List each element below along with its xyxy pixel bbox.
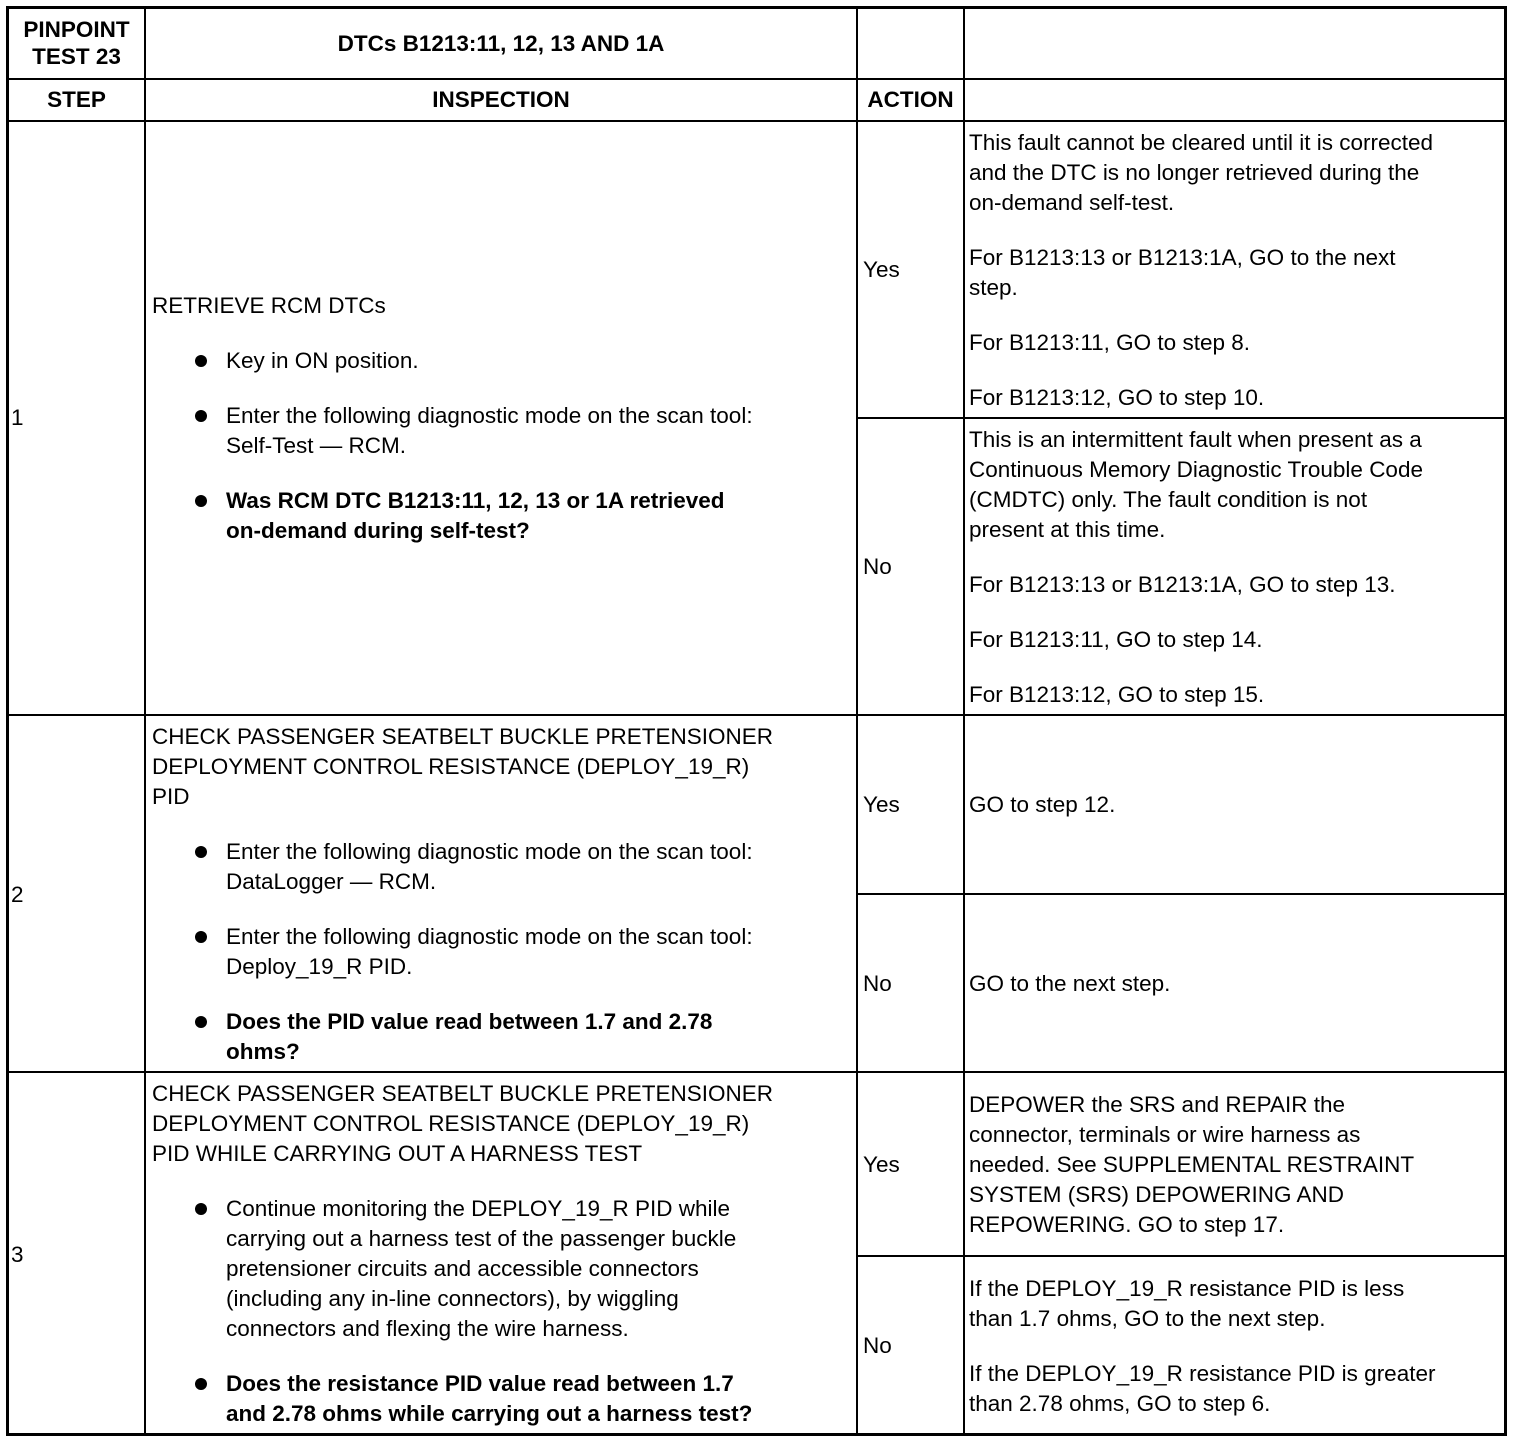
column-divider-step xyxy=(144,6,146,1436)
pinpoint-test-label xyxy=(9,16,144,70)
column-header-step: STEP xyxy=(47,87,106,112)
inspection-bullet-cont: connectors and flexing the wire harness. xyxy=(226,1316,629,1341)
bullet-icon xyxy=(195,410,207,422)
action-text: connector, terminals or wire harness as xyxy=(969,1122,1361,1147)
action-text: If the DEPLOY_19_R resistance PID is less xyxy=(969,1276,1405,1301)
bullet-icon xyxy=(195,1203,207,1215)
action-text: For B1213:12, GO to step 15. xyxy=(969,682,1265,707)
action-text: SYSTEM (SRS) DEPOWERING AND xyxy=(969,1182,1345,1207)
column-header-action: ACTION xyxy=(867,87,954,112)
row-divider-step2 xyxy=(6,1071,1507,1073)
action-text: For B1213:11, GO to step 14. xyxy=(969,627,1263,652)
inspection-bullet-cont: Deploy_19_R PID. xyxy=(226,954,413,979)
step-number: 1 xyxy=(11,405,24,430)
answer-yes-label: Yes xyxy=(863,1152,900,1177)
step-title: RETRIEVE RCM DTCs xyxy=(152,293,386,318)
action-text: If the DEPLOY_19_R resistance PID is greater xyxy=(969,1361,1436,1386)
row-divider-step3-yes-no xyxy=(856,1255,1507,1257)
answer-no-label: No xyxy=(863,554,892,579)
inspection-bullet-cont: DataLogger — RCM. xyxy=(226,869,437,894)
bullet-icon xyxy=(195,355,207,367)
step-number: 2 xyxy=(11,882,24,907)
action-text: and the DTC is no longer retrieved during the xyxy=(969,160,1420,185)
answer-no-label: No xyxy=(863,1333,892,1358)
bullet-icon xyxy=(195,846,207,858)
action-text: on-demand self-test. xyxy=(969,190,1175,215)
inspection-bullet: Continue monitoring the DEPLOY_19_R PID while xyxy=(226,1196,731,1221)
inspection-question: Was RCM DTC B1213:11, 12, 13 or 1A retrieved xyxy=(226,488,725,513)
inspection-bullet: Enter the following diagnostic mode on the scan tool: xyxy=(226,924,753,949)
action-text: For B1213:11, GO to step 8. xyxy=(969,330,1250,355)
pinpoint-line-2: TEST 23 xyxy=(32,44,121,69)
inspection-bullet-cont: Self-Test — RCM. xyxy=(226,433,407,458)
inspection-question: Does the PID value read between 1.7 and 2.78 xyxy=(226,1009,713,1034)
inspection-question-cont: on-demand during self-test? xyxy=(226,518,530,543)
action-text: REPOWERING. GO to step 17. xyxy=(969,1212,1285,1237)
row-divider-step2-yes-no xyxy=(856,893,1507,895)
action-text: This is an intermittent fault when present as a xyxy=(969,427,1422,452)
action-text: For B1213:13 or B1213:1A, GO to the next xyxy=(969,245,1396,270)
row-divider-title xyxy=(6,78,1507,80)
action-text: For B1213:12, GO to step 10. xyxy=(969,385,1265,410)
step-title: DEPLOYMENT CONTROL RESISTANCE (DEPLOY_19_R) xyxy=(152,754,750,779)
bullet-icon xyxy=(195,931,207,943)
action-text: For B1213:13 or B1213:1A, GO to step 13. xyxy=(969,572,1396,597)
bullet-icon xyxy=(195,1016,207,1028)
inspection-bullet: Key in ON position. xyxy=(226,348,419,373)
step-title: PID xyxy=(152,784,190,809)
column-divider-action xyxy=(963,6,965,1436)
answer-yes-label: Yes xyxy=(863,792,900,817)
action-text: GO to the next step. xyxy=(969,971,1171,996)
action-text: step. xyxy=(969,275,1018,300)
inspection-bullet-cont: carrying out a harness test of the passenger buckle xyxy=(226,1226,737,1251)
action-text: GO to step 12. xyxy=(969,792,1116,817)
action-text: than 2.78 ohms, GO to step 6. xyxy=(969,1391,1271,1416)
answer-yes-label: Yes xyxy=(863,257,900,282)
action-text: present at this time. xyxy=(969,517,1166,542)
page-title: DTCs B1213:11, 12, 13 AND 1A xyxy=(337,31,665,56)
answer-no-label: No xyxy=(863,971,892,996)
row-divider-step1-yes-no xyxy=(856,417,1507,419)
action-text: DEPOWER the SRS and REPAIR the xyxy=(969,1092,1345,1117)
bullet-icon xyxy=(195,495,207,507)
action-text: needed. See SUPPLEMENTAL RESTRAINT xyxy=(969,1152,1415,1177)
bullet-icon xyxy=(195,1378,207,1390)
action-text: Continuous Memory Diagnostic Trouble Code xyxy=(969,457,1423,482)
inspection-question-cont: ohms? xyxy=(226,1039,300,1064)
pinpoint-line-1: PINPOINT xyxy=(23,17,130,42)
column-header-inspection: INSPECTION xyxy=(432,87,570,112)
inspection-bullet-cont: (including any in-line connectors), by wiggling xyxy=(226,1286,679,1311)
action-text: This fault cannot be cleared until it is corrected xyxy=(969,130,1433,155)
inspection-bullet-cont: pretensioner circuits and accessible connectors xyxy=(226,1256,699,1281)
step-title: CHECK PASSENGER SEATBELT BUCKLE PRETENSIONER xyxy=(152,1081,773,1106)
column-divider-inspection xyxy=(856,6,858,1436)
step-title: CHECK PASSENGER SEATBELT BUCKLE PRETENSIONER xyxy=(152,724,773,749)
inspection-bullet: Enter the following diagnostic mode on the scan tool: xyxy=(226,839,753,864)
action-text: than 1.7 ohms, GO to the next step. xyxy=(969,1306,1326,1331)
step-title: DEPLOYMENT CONTROL RESISTANCE (DEPLOY_19_R) xyxy=(152,1111,750,1136)
row-divider-step1 xyxy=(6,714,1507,716)
step-title: PID WHILE CARRYING OUT A HARNESS TEST xyxy=(152,1141,643,1166)
row-divider-header xyxy=(6,120,1507,122)
step-number: 3 xyxy=(11,1242,24,1267)
inspection-question: Does the resistance PID value read between 1.7 xyxy=(226,1371,734,1396)
inspection-question-cont: and 2.78 ohms while carrying out a harness test? xyxy=(226,1401,753,1426)
inspection-bullet: Enter the following diagnostic mode on the scan tool: xyxy=(226,403,753,428)
action-text: (CMDTC) only. The fault condition is not xyxy=(969,487,1368,512)
